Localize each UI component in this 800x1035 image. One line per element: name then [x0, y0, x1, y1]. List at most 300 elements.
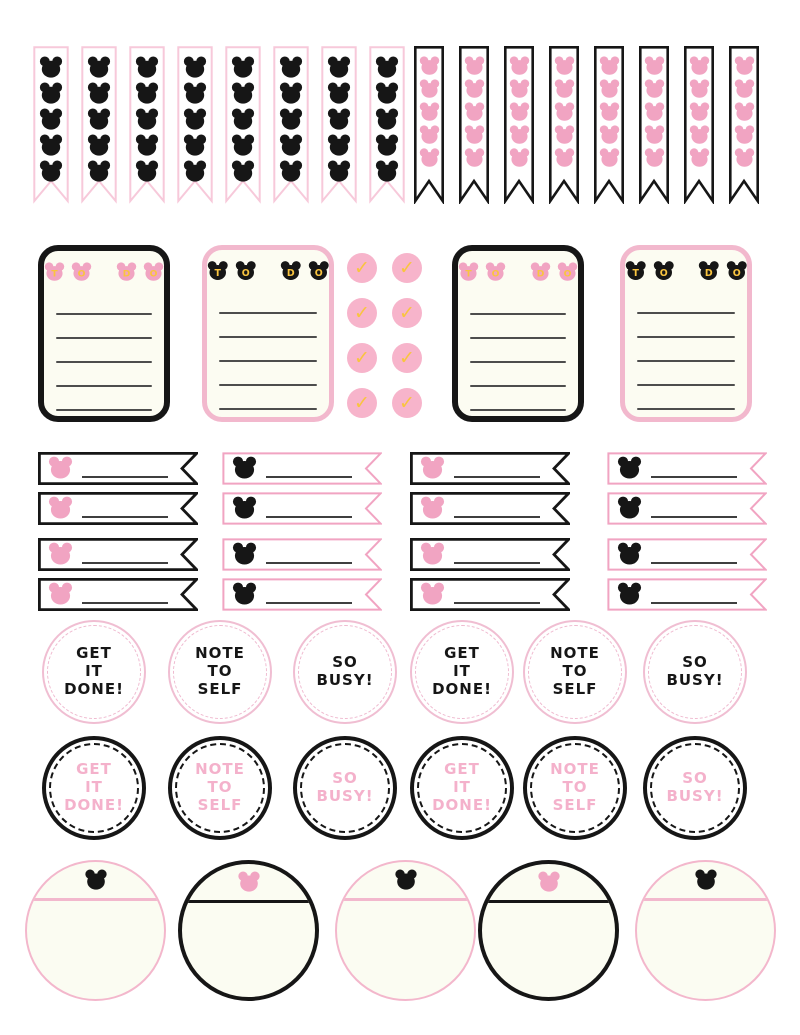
- label-flag-sticker: [38, 492, 198, 525]
- mickey-head-icon: [599, 148, 620, 167]
- mickey-head-icon: [689, 125, 710, 144]
- svg-text:O: O: [659, 267, 668, 279]
- mickey-head-icon: [183, 82, 207, 104]
- mickey-head-icon: [375, 82, 399, 104]
- quote-line: BUSY!: [666, 671, 724, 689]
- mickey-head-icon: [653, 260, 675, 281]
- mickey-head-holder: [420, 496, 445, 523]
- mickey-heads-column: [129, 56, 165, 182]
- label-flag-sticker: [222, 452, 382, 485]
- svg-text:O: O: [77, 268, 86, 280]
- mickey-head-icon: [599, 79, 620, 98]
- mickey-heads-column: [33, 56, 69, 182]
- quote-text: [412, 622, 512, 722]
- svg-text:T: T: [632, 267, 639, 279]
- mickey-head-holder: [48, 542, 73, 569]
- quote-line: DONE!: [64, 679, 124, 698]
- label-flag-sticker: [410, 492, 570, 525]
- quote-circles-row-pink-border: [0, 620, 800, 730]
- writing-line: [56, 337, 152, 339]
- writing-line: [219, 312, 317, 314]
- mickey-heads-column: [414, 56, 444, 167]
- day-circle-sticker: [178, 860, 319, 1001]
- vertical-flag-sticker: [81, 46, 117, 204]
- mickey-head-icon: [48, 496, 73, 519]
- quote-text: [414, 740, 510, 836]
- vertical-flag-sticker: [594, 46, 624, 204]
- mickey-head-holder: [232, 496, 257, 523]
- quote-line: NOTE: [550, 760, 600, 779]
- quote-line: TO: [207, 662, 233, 681]
- mickey-heads-column: [504, 56, 534, 167]
- quote-line: BUSY!: [666, 787, 724, 805]
- writing-line: [56, 409, 152, 411]
- quote-text: [297, 740, 393, 836]
- mickey-head-icon: [232, 582, 257, 605]
- mickey-head-icon: [183, 108, 207, 130]
- mickey-head-icon: [231, 134, 255, 156]
- mickey-head-icon: [327, 108, 351, 130]
- mickey-head-icon: [554, 79, 575, 98]
- mickey-head-holder: [237, 871, 260, 896]
- vertical-flag-sticker: [225, 46, 261, 204]
- day-circle-sticker: [25, 860, 166, 1001]
- mickey-head-icon: [464, 56, 485, 75]
- quote-line: BUSY!: [316, 671, 374, 689]
- day-circle-sticker: [635, 860, 776, 1001]
- mickey-head-holder: [617, 582, 642, 609]
- quote-line: IT: [85, 778, 103, 797]
- mickey-head-icon: [464, 79, 485, 98]
- writing-line: [266, 516, 352, 518]
- writing-line: [56, 385, 152, 387]
- day-circle-sticker: [335, 860, 476, 1001]
- writing-line: [219, 384, 317, 386]
- quote-line: NOTE: [195, 760, 245, 779]
- quote-circle-sticker: [42, 620, 146, 724]
- mickey-head-icon: [464, 148, 485, 167]
- checkmark-dot-sticker: [347, 343, 377, 373]
- checkmark-icon: ✓: [354, 256, 370, 279]
- vertical-flag-sticker: [273, 46, 309, 204]
- quote-text: [46, 740, 142, 836]
- mickey-head-icon: [375, 56, 399, 78]
- writing-line: [219, 336, 317, 338]
- quote-text: [170, 622, 270, 722]
- quote-text: [172, 740, 268, 836]
- checkmark-icon: ✓: [399, 391, 415, 414]
- label-flag-sticker: [410, 452, 570, 485]
- writing-line: [651, 516, 737, 518]
- mickey-head-icon: [698, 260, 720, 281]
- quote-line: BUSY!: [316, 787, 374, 805]
- quote-line: IT: [453, 778, 471, 797]
- quote-line: TO: [562, 778, 588, 797]
- mickey-head-icon: [183, 160, 207, 182]
- mickey-head-icon: [530, 261, 551, 282]
- svg-text:T: T: [51, 268, 58, 280]
- quote-circle-sticker: [410, 620, 514, 724]
- mickey-head-icon: [231, 160, 255, 182]
- writing-line: [219, 408, 317, 410]
- mickey-head-icon: [143, 261, 164, 282]
- mickey-head-icon: [726, 260, 748, 281]
- mickey-head-icon: [237, 871, 260, 892]
- mickey-head-icon: [327, 160, 351, 182]
- mickey-head-icon: [39, 134, 63, 156]
- writing-line: [82, 476, 168, 478]
- label-flag-sticker: [410, 578, 570, 611]
- vertical-flag-sticker: [459, 46, 489, 204]
- svg-text:O: O: [149, 268, 158, 280]
- vertical-flags-group-black: [414, 46, 759, 204]
- quote-line: SO: [332, 653, 358, 672]
- quote-line: DONE!: [432, 679, 492, 698]
- divider-line: [25, 898, 166, 901]
- quote-circle-sticker: [168, 620, 272, 724]
- writing-line: [454, 476, 540, 478]
- label-flag-sticker: [607, 492, 767, 525]
- mickey-heads-column: [549, 56, 579, 167]
- writing-line: [56, 361, 152, 363]
- svg-text:O: O: [314, 267, 323, 279]
- mickey-head-icon: [458, 261, 479, 282]
- mickey-head-holder: [84, 869, 107, 894]
- mickey-head-icon: [235, 260, 257, 281]
- mickey-head-icon: [44, 261, 65, 282]
- mickey-head-icon: [308, 260, 330, 281]
- label-flags-grid: [0, 452, 800, 617]
- mickey-head-icon: [599, 102, 620, 121]
- todo-boxes-row: [0, 243, 800, 433]
- quote-line: DONE!: [64, 795, 124, 814]
- quote-circle-sticker: [168, 736, 272, 840]
- svg-text:D: D: [122, 268, 131, 280]
- mickey-head-icon: [734, 102, 755, 121]
- vertical-flag-sticker: [321, 46, 357, 204]
- svg-text:D: D: [286, 267, 295, 279]
- todo-list-box-sticker: [620, 245, 752, 422]
- mickey-head-icon: [464, 102, 485, 121]
- writing-line: [637, 312, 735, 314]
- label-flag-sticker: [222, 492, 382, 525]
- mickey-head-icon: [279, 82, 303, 104]
- mickey-head-icon: [135, 108, 159, 130]
- mickey-head-icon: [617, 456, 642, 479]
- mickey-head-icon: [689, 79, 710, 98]
- svg-text:D: D: [536, 268, 545, 280]
- day-circles-row: [0, 860, 800, 1010]
- mickey-head-icon: [599, 56, 620, 75]
- checkmark-icon: ✓: [354, 391, 370, 414]
- quote-line: NOTE: [195, 644, 245, 663]
- checkmark-dots-grid: [347, 253, 422, 418]
- quote-circles-row-black-border: [0, 736, 800, 846]
- quote-line: TO: [207, 778, 233, 797]
- mickey-head-icon: [279, 108, 303, 130]
- label-flag-sticker: [38, 538, 198, 571]
- mickey-head-icon: [734, 148, 755, 167]
- writing-line: [637, 336, 735, 338]
- mickey-head-icon: [84, 869, 107, 890]
- vertical-flag-sticker: [639, 46, 669, 204]
- quote-text: [527, 740, 623, 836]
- vertical-flag-sticker: [729, 46, 759, 204]
- quote-line: IT: [85, 662, 103, 681]
- mickey-head-icon: [48, 456, 73, 479]
- mickey-heads-column: [81, 56, 117, 182]
- mickey-heads-column: [594, 56, 624, 167]
- quote-line: GET: [76, 644, 112, 663]
- mickey-head-icon: [48, 582, 73, 605]
- quote-line: IT: [453, 662, 471, 681]
- mickey-head-icon: [39, 56, 63, 78]
- quote-text: [295, 622, 395, 722]
- mickey-head-holder: [48, 456, 73, 483]
- vertical-flag-sticker: [684, 46, 714, 204]
- mickey-head-icon: [734, 125, 755, 144]
- mickey-head-icon: [509, 79, 530, 98]
- mickey-head-icon: [419, 102, 440, 121]
- mickey-head-icon: [231, 56, 255, 78]
- writing-line: [454, 562, 540, 564]
- checkmark-dot-sticker: [347, 298, 377, 328]
- mickey-head-icon: [689, 148, 710, 167]
- mickey-head-icon: [485, 261, 506, 282]
- quote-text: [44, 622, 144, 722]
- writing-line: [637, 408, 735, 410]
- mickey-head-icon: [644, 56, 665, 75]
- mickey-head-icon: [232, 542, 257, 565]
- mickey-head-icon: [419, 79, 440, 98]
- checkmark-dot-sticker: [347, 253, 377, 283]
- writing-lines: [56, 313, 152, 411]
- checkmark-icon: ✓: [354, 301, 370, 324]
- mickey-head-icon: [554, 125, 575, 144]
- writing-line: [454, 516, 540, 518]
- svg-text:D: D: [704, 267, 713, 279]
- quote-line: SELF: [197, 679, 243, 698]
- checkmark-dot-sticker: [392, 343, 422, 373]
- mickey-heads-column: [369, 56, 405, 182]
- mickey-head-holder: [694, 869, 717, 894]
- mickey-heads-column: [459, 56, 489, 167]
- mickey-heads-column: [684, 56, 714, 167]
- mickey-head-icon: [135, 82, 159, 104]
- mickey-head-icon: [375, 108, 399, 130]
- quote-line: DONE!: [432, 795, 492, 814]
- label-flag-sticker: [222, 578, 382, 611]
- todo-list-box-sticker: [452, 245, 584, 422]
- mickey-head-icon: [557, 261, 578, 282]
- mickey-head-holder: [420, 582, 445, 609]
- quote-text: [647, 740, 743, 836]
- writing-line: [219, 360, 317, 362]
- divider-line: [178, 900, 319, 903]
- mickey-head-holder: [232, 456, 257, 483]
- mickey-head-icon: [419, 125, 440, 144]
- mickey-head-icon: [537, 871, 560, 892]
- mickey-head-icon: [617, 542, 642, 565]
- writing-line: [266, 602, 352, 604]
- mickey-head-icon: [135, 56, 159, 78]
- quote-line: SO: [332, 769, 358, 788]
- mickey-head-icon: [509, 102, 530, 121]
- mickey-head-icon: [231, 108, 255, 130]
- vertical-flags-group-pink: [33, 46, 405, 204]
- quote-line: SELF: [552, 679, 598, 698]
- mickey-head-icon: [87, 134, 111, 156]
- mickey-head-holder: [617, 542, 642, 569]
- mickey-heads-column: [321, 56, 357, 182]
- mickey-head-icon: [734, 79, 755, 98]
- quote-line: GET: [444, 760, 480, 779]
- mickey-head-holder: [48, 496, 73, 523]
- mickey-head-icon: [183, 134, 207, 156]
- mickey-head-icon: [420, 542, 445, 565]
- quote-line: GET: [76, 760, 112, 779]
- quote-line: SELF: [197, 795, 243, 814]
- checkmark-dot-sticker: [347, 388, 377, 418]
- writing-line: [56, 313, 152, 315]
- writing-line: [470, 409, 566, 411]
- mickey-head-icon: [87, 160, 111, 182]
- todo-list-box-sticker: [38, 245, 170, 422]
- vertical-flag-sticker: [369, 46, 405, 204]
- vertical-flag-sticker: [549, 46, 579, 204]
- mickey-head-holder: [617, 496, 642, 523]
- svg-text:T: T: [214, 267, 221, 279]
- writing-lines: [637, 312, 735, 410]
- mickey-head-icon: [617, 582, 642, 605]
- divider-line: [335, 898, 476, 901]
- todo-list-box-sticker: [202, 245, 334, 422]
- quote-text: [645, 622, 745, 722]
- vertical-flag-sticker: [129, 46, 165, 204]
- svg-text:O: O: [563, 268, 572, 280]
- writing-line: [82, 562, 168, 564]
- mickey-head-icon: [644, 125, 665, 144]
- mickey-head-icon: [689, 102, 710, 121]
- todo-header-mickeys: [625, 260, 747, 281]
- writing-line: [470, 337, 566, 339]
- writing-lines: [470, 313, 566, 411]
- mickey-heads-column: [639, 56, 669, 167]
- quote-circle-sticker: [643, 620, 747, 724]
- mickey-head-icon: [599, 125, 620, 144]
- mickey-head-icon: [420, 496, 445, 519]
- writing-line: [266, 562, 352, 564]
- writing-line: [470, 385, 566, 387]
- writing-line: [82, 516, 168, 518]
- checkmark-dot-sticker: [392, 253, 422, 283]
- mickey-head-icon: [232, 456, 257, 479]
- mickey-head-icon: [509, 148, 530, 167]
- mickey-head-icon: [554, 102, 575, 121]
- mickey-head-icon: [280, 260, 302, 281]
- writing-lines: [219, 312, 317, 410]
- writing-line: [637, 384, 735, 386]
- svg-text:O: O: [732, 267, 741, 279]
- mickey-head-icon: [327, 56, 351, 78]
- writing-line: [637, 360, 735, 362]
- todo-header-mickeys: [44, 261, 164, 282]
- todo-header-mickeys: [458, 261, 578, 282]
- divider-line: [478, 900, 619, 903]
- writing-line: [454, 602, 540, 604]
- todo-header-mickeys: [207, 260, 329, 281]
- quote-line: NOTE: [550, 644, 600, 663]
- label-flag-sticker: [38, 452, 198, 485]
- svg-text:T: T: [465, 268, 472, 280]
- mickey-head-icon: [87, 56, 111, 78]
- quote-line: GET: [444, 644, 480, 663]
- quote-line: SO: [682, 653, 708, 672]
- mickey-head-icon: [375, 160, 399, 182]
- mickey-head-icon: [232, 496, 257, 519]
- quote-circle-sticker: [293, 736, 397, 840]
- quote-line: SO: [682, 769, 708, 788]
- mickey-head-icon: [420, 456, 445, 479]
- writing-line: [651, 562, 737, 564]
- quote-text: [525, 622, 625, 722]
- mickey-head-icon: [617, 496, 642, 519]
- mickey-head-icon: [509, 125, 530, 144]
- mickey-head-icon: [135, 134, 159, 156]
- quote-circle-sticker: [523, 620, 627, 724]
- mickey-head-icon: [464, 125, 485, 144]
- mickey-head-icon: [644, 102, 665, 121]
- mickey-head-holder: [232, 542, 257, 569]
- mickey-head-icon: [554, 148, 575, 167]
- vertical-flag-sticker: [504, 46, 534, 204]
- mickey-heads-column: [729, 56, 759, 167]
- vertical-flag-sticker: [414, 46, 444, 204]
- vertical-flag-sticker: [177, 46, 213, 204]
- mickey-head-holder: [48, 582, 73, 609]
- mickey-head-holder: [420, 456, 445, 483]
- label-flag-sticker: [607, 538, 767, 571]
- quote-line: SELF: [552, 795, 598, 814]
- mickey-head-icon: [625, 260, 647, 281]
- label-flag-sticker: [222, 538, 382, 571]
- writing-line: [470, 361, 566, 363]
- mickey-head-icon: [39, 82, 63, 104]
- quote-circle-sticker: [523, 736, 627, 840]
- mickey-head-holder: [537, 871, 560, 896]
- mickey-head-icon: [734, 56, 755, 75]
- mickey-head-icon: [135, 160, 159, 182]
- mickey-head-icon: [644, 148, 665, 167]
- label-flag-sticker: [410, 538, 570, 571]
- mickey-head-icon: [39, 108, 63, 130]
- mickey-head-holder: [394, 869, 417, 894]
- mickey-head-icon: [39, 160, 63, 182]
- writing-line: [470, 313, 566, 315]
- svg-text:O: O: [241, 267, 250, 279]
- writing-line: [651, 602, 737, 604]
- mickey-head-icon: [509, 56, 530, 75]
- mickey-head-icon: [694, 869, 717, 890]
- mickey-head-icon: [689, 56, 710, 75]
- mickey-heads-column: [177, 56, 213, 182]
- label-flag-sticker: [607, 578, 767, 611]
- quote-circle-sticker: [293, 620, 397, 724]
- mickey-heads-column: [273, 56, 309, 182]
- mickey-head-icon: [87, 82, 111, 104]
- quote-circle-sticker: [410, 736, 514, 840]
- mickey-head-icon: [87, 108, 111, 130]
